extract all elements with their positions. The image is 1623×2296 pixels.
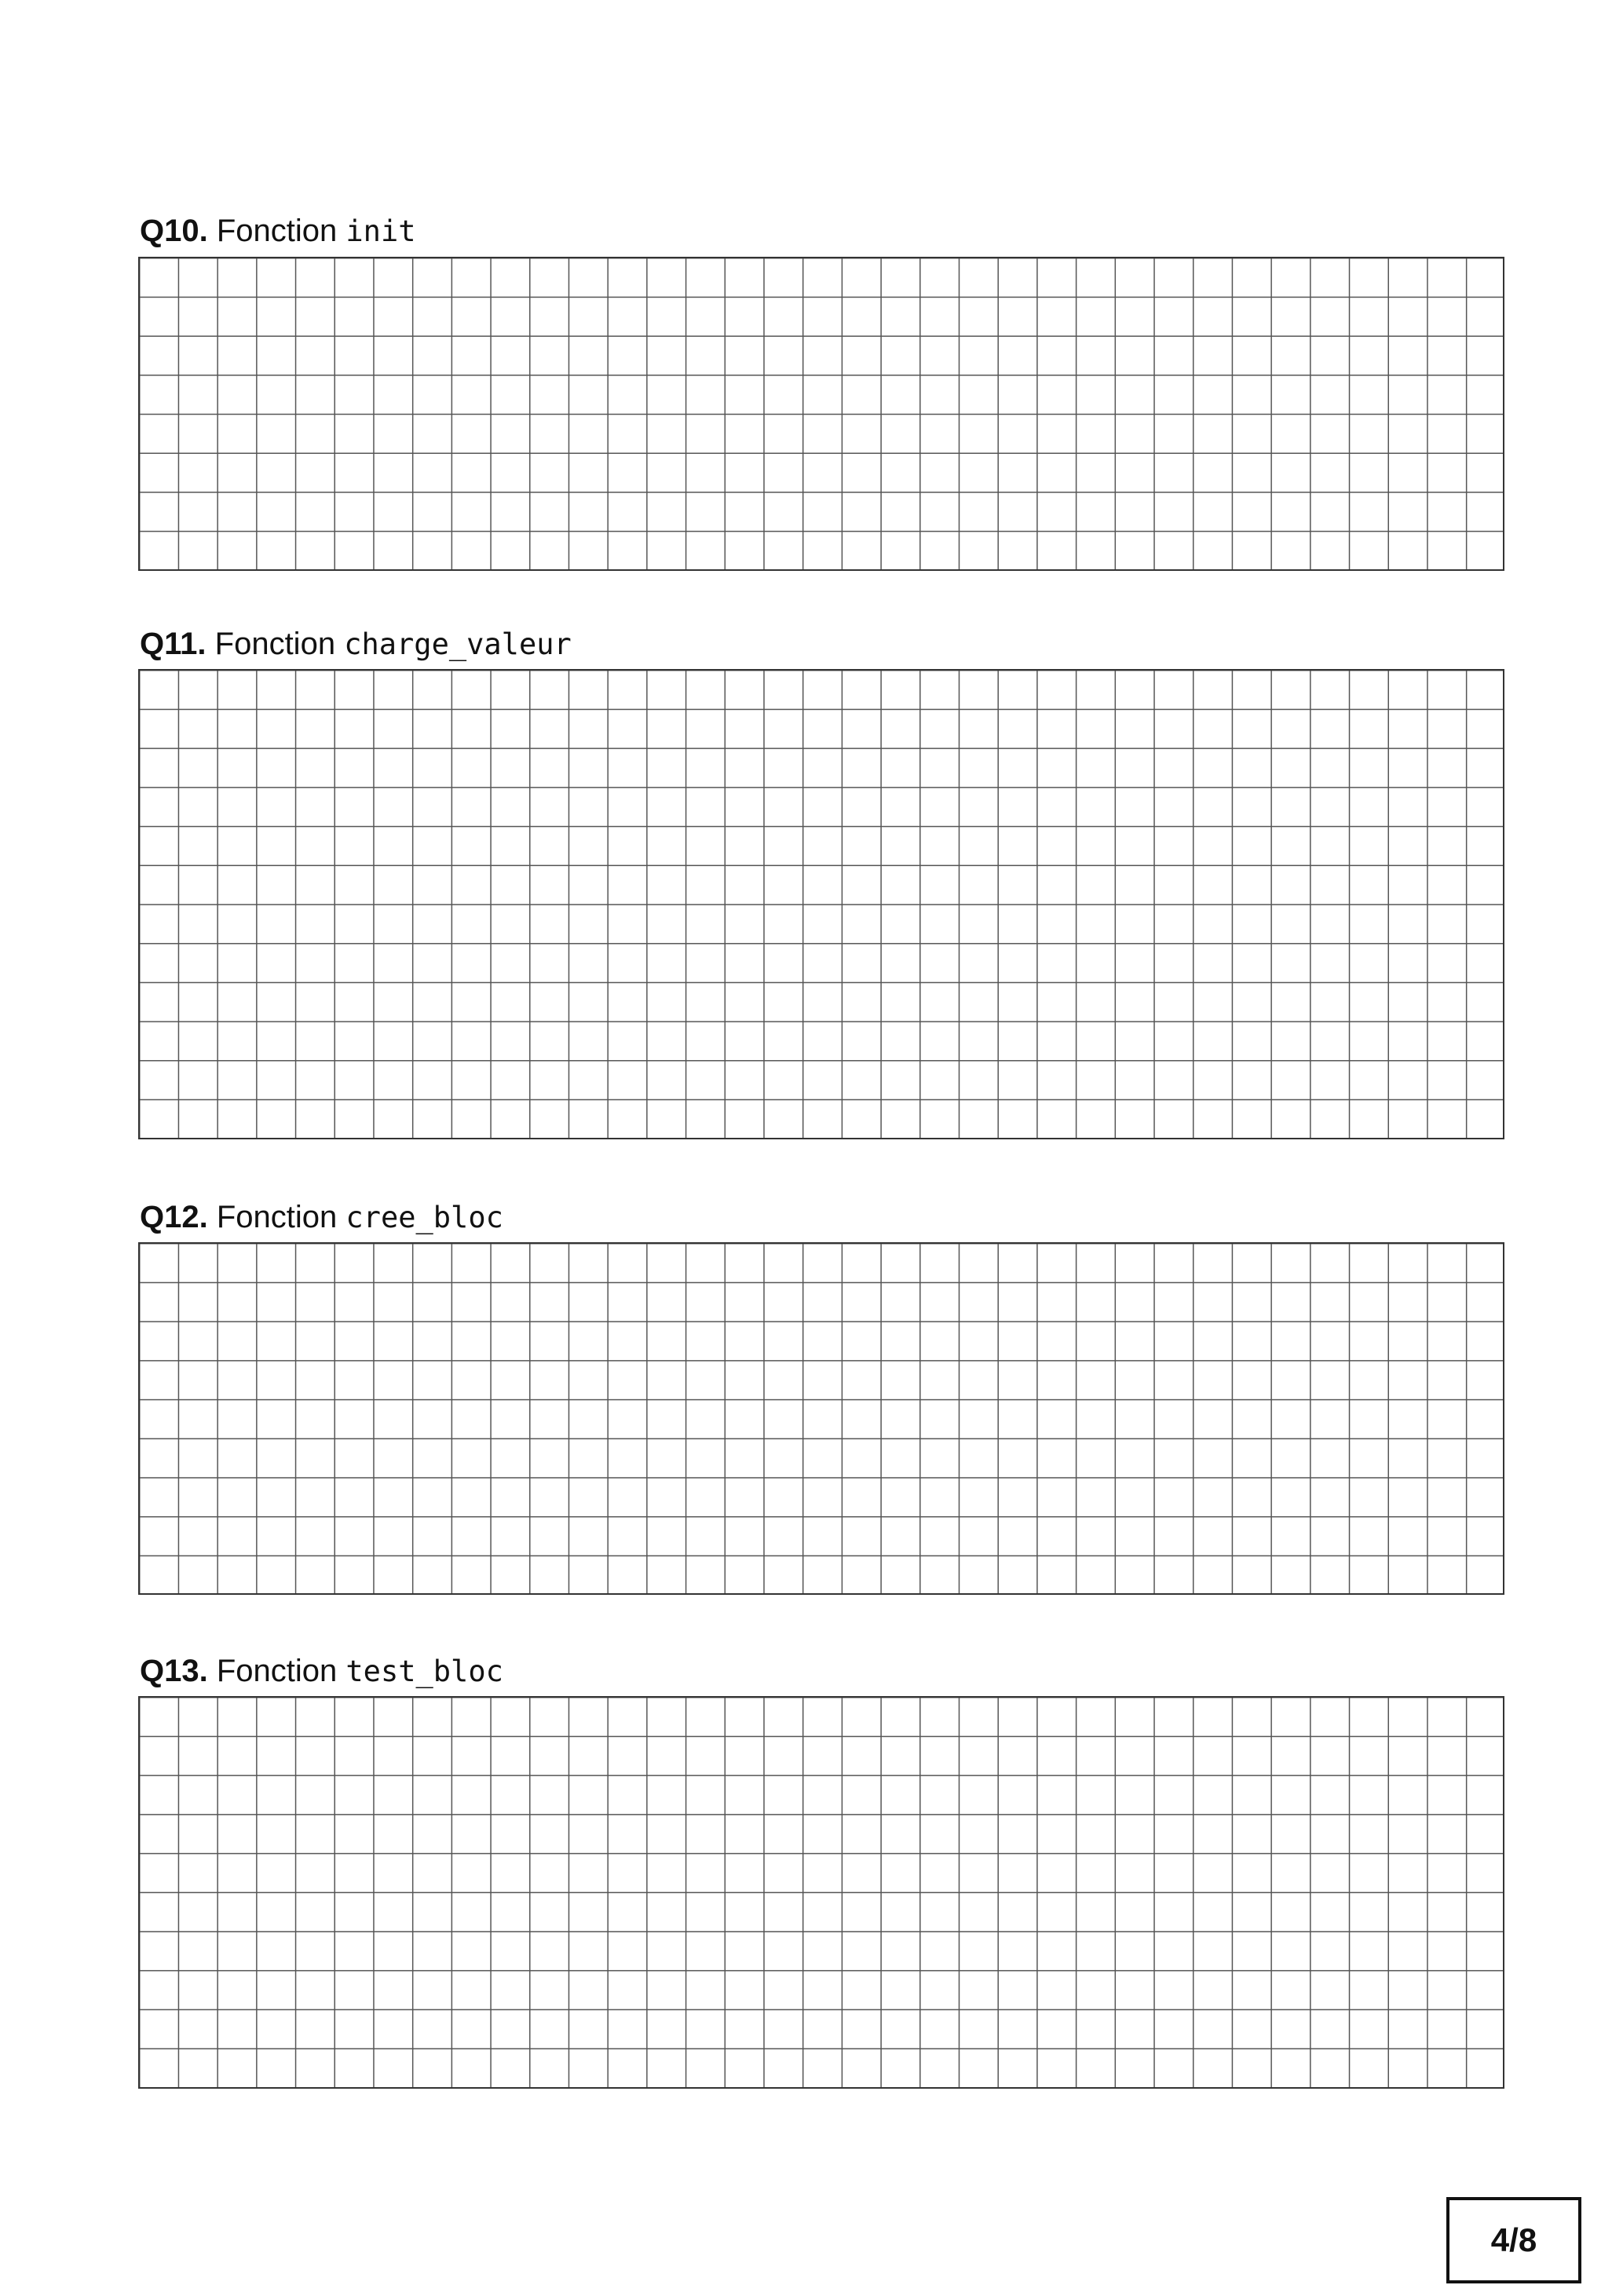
function-name: charge_valeur [344, 627, 572, 661]
page-number-box [1446, 2197, 1581, 2283]
answer-grid[interactable] [138, 1696, 1504, 2089]
question-word: Fonction [216, 1654, 338, 1688]
question-word: Fonction [216, 1200, 338, 1234]
question-number: Q12. [140, 1200, 208, 1234]
question-word: Fonction [216, 214, 338, 248]
function-name: cree_bloc [345, 1201, 503, 1234]
question-title [140, 625, 572, 664]
question-title [140, 1652, 503, 1691]
function-name: init [345, 214, 416, 248]
question-number: Q13. [140, 1654, 208, 1688]
answer-grid[interactable] [138, 1242, 1504, 1595]
question-title [140, 1198, 503, 1237]
question-number: Q11. [140, 627, 207, 661]
answer-grid[interactable] [138, 257, 1504, 571]
answer-grid[interactable] [138, 669, 1504, 1139]
question-title [140, 212, 416, 250]
question-number: Q10. [140, 214, 208, 248]
question-word: Fonction [214, 627, 336, 661]
function-name: test_bloc [345, 1654, 503, 1688]
page-number: 4/8 [1490, 2221, 1537, 2258]
